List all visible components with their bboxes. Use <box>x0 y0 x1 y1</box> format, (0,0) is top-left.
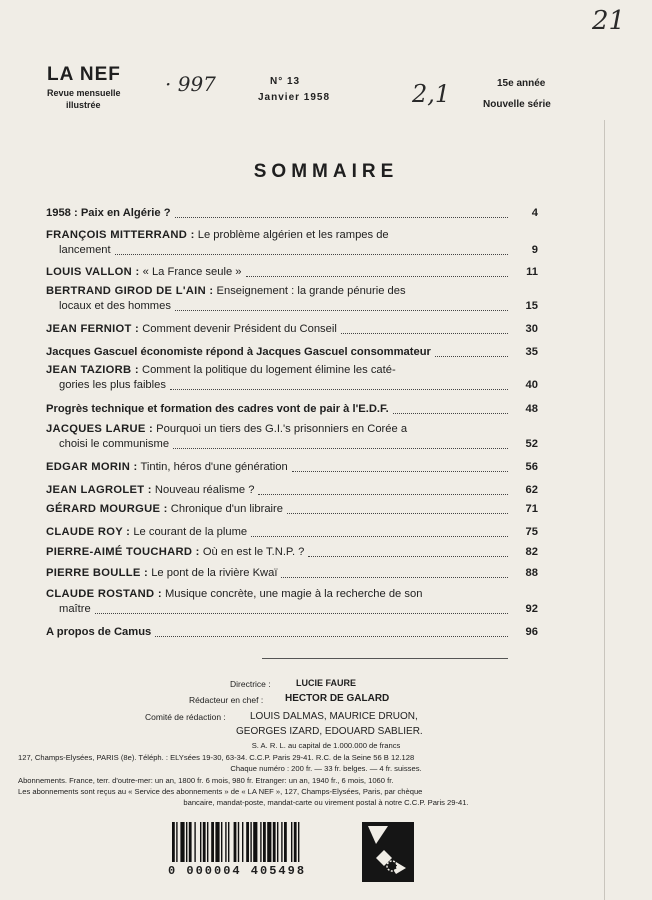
publication-series: Nouvelle série <box>483 99 551 110</box>
toc-entry <box>46 402 538 417</box>
barcode-bar <box>180 822 184 862</box>
toc-author: JEAN FERNIOT : <box>46 323 140 335</box>
toc-entry <box>46 502 538 517</box>
subscription-info-3: bancaire, mandat-poste, mandat-carte ou virement postal à notre C.C.P. Paris 29-41. <box>183 798 469 807</box>
barcode-bar <box>172 822 175 862</box>
barcode-bar <box>294 822 297 862</box>
toc-author: FRANÇOIS MITTERRAND : <box>46 229 195 241</box>
editor-name: HECTOR DE GALARD <box>285 693 390 704</box>
barcode-bar <box>238 822 239 862</box>
toc-title: 1958 : Paix en Algérie ? <box>46 207 171 219</box>
toc-entry <box>46 625 538 640</box>
director-label: Directrice : <box>230 679 271 689</box>
toc-title: A propos de Camus <box>46 626 152 638</box>
toc-page-number: 9 <box>531 244 538 256</box>
toc-leader-dots <box>393 413 508 414</box>
toc-title: Comment la politique du logement élimine les caté- <box>141 364 396 376</box>
toc-page-number: 48 <box>525 403 538 415</box>
toc-title-continued: maître <box>59 603 91 615</box>
toc-author: PIERRE BOULLE : <box>46 567 149 579</box>
toc-entry <box>46 483 538 498</box>
barcode-bar <box>253 822 257 862</box>
toc-leader-dots <box>281 577 508 578</box>
toc-page-number: 88 <box>525 567 538 579</box>
toc-leader-dots <box>435 356 508 357</box>
barcode-bar <box>234 822 237 862</box>
toc-title: Comment devenir Président du Conseil <box>142 323 337 335</box>
handwritten-shelf-number: · 997 <box>165 72 216 96</box>
toc-author: LOUIS VALLON : <box>46 266 140 278</box>
toc-author: CLAUDE ROSTAND : <box>46 588 162 600</box>
toc-title: « La France seule » <box>142 266 242 278</box>
toc-title: Enseignement : la grande pénurie des <box>216 285 406 297</box>
toc-entry <box>46 265 538 280</box>
toc-entry <box>46 587 538 617</box>
magazine-title: LA NEF <box>47 64 121 85</box>
barcode-bar <box>194 822 195 862</box>
toc-title-continued: locaux et des hommes <box>59 300 171 312</box>
issue-number: N° 13 <box>270 76 301 87</box>
toc-page-number: 56 <box>525 461 538 473</box>
address-info: 127, Champs-Elysées, PARIS (8e). Téléph. : ELYsées 19-30, 63-34. C.C.P. Paris 29-41. R.C. de la Seine 56 B 12.128 <box>18 753 415 762</box>
barcode-bar <box>242 822 243 862</box>
barcode-bar <box>263 822 266 862</box>
editor-label: Rédacteur en chef : <box>189 695 264 705</box>
barcode-bar <box>186 822 187 862</box>
toc-title-continued: choisi le communisme <box>59 438 170 450</box>
toc-leader-dots <box>173 448 508 449</box>
toc-page-number: 35 <box>525 346 538 358</box>
toc-page-number: 11 <box>526 266 538 278</box>
magazine-subtitle-2: illustrée <box>66 100 101 110</box>
committee-label: Comité de rédaction : <box>145 712 226 722</box>
barcode-bar <box>277 822 278 862</box>
toc-author: BERTRAND GIROD DE L'AIN : <box>46 285 214 297</box>
director-name: LUCIE FAURE <box>296 678 357 688</box>
barcode-bar <box>228 822 229 862</box>
barcode-bar <box>267 822 271 862</box>
barcode-bar <box>225 822 226 862</box>
toc-title: Progrès technique et formation des cadres vont de pair à l'E.D.F. <box>46 403 389 415</box>
toc-leader-dots <box>251 536 508 537</box>
toc-title: Nouveau réalisme ? <box>154 484 255 496</box>
toc-entry <box>46 284 538 314</box>
toc-leader-dots <box>308 556 508 557</box>
barcode <box>172 822 350 868</box>
toc-title: Le problème algérien et les rampes de <box>197 229 389 241</box>
toc-title: Où en est le T.N.P. ? <box>202 546 305 558</box>
barcode-digits: 0 000004 405498 <box>168 864 307 878</box>
toc-title: Le pont de la rivière Kwaï <box>151 567 278 579</box>
toc-title-continued: gories les plus faibles <box>59 379 166 391</box>
toc-leader-dots <box>258 494 508 495</box>
company-info: S. A. R. L. au capital de 1.000.000 de francs <box>251 741 401 750</box>
toc-entry <box>46 345 538 360</box>
toc-page-number: 40 <box>525 379 538 391</box>
toc-title: Jacques Gascuel économiste répond à Jacques Gascuel consommateur <box>46 346 431 358</box>
toc-entry <box>46 566 538 581</box>
toc-leader-dots <box>175 310 508 311</box>
toc-leader-dots <box>170 389 508 390</box>
toc-entry <box>46 460 538 475</box>
library-logo <box>362 822 414 882</box>
toc-author: CLAUDE ROY : <box>46 526 131 538</box>
committee-line-2: GEORGES IZARD, EDOUARD SABLIER. <box>236 726 423 737</box>
separator-line <box>262 658 508 659</box>
barcode-bar <box>221 822 222 862</box>
barcode-bar <box>284 822 287 862</box>
toc-author: JACQUES LARUE : <box>46 423 154 435</box>
toc-page-number: 82 <box>525 546 538 558</box>
handwritten-annotation-middle: 2,1 <box>412 80 451 108</box>
toc-author: PIERRE-AIMÉ TOUCHARD : <box>46 546 200 558</box>
toc-title: Pourquoi un tiers des G.I.'s prisonniers en Corée a <box>156 423 408 435</box>
barcode-bar <box>298 822 299 862</box>
barcode-bar <box>203 822 206 862</box>
toc-title: Le courant de la plume <box>133 526 248 538</box>
barcode-bar <box>281 822 282 862</box>
page-fold-line <box>604 120 605 900</box>
barcode-bar <box>260 822 261 862</box>
toc-leader-dots <box>115 254 508 255</box>
toc-title-continued: lancement <box>59 244 111 256</box>
barcode-bar <box>176 822 177 862</box>
toc-title: Chronique d'un libraire <box>170 503 283 515</box>
toc-leader-dots <box>341 333 508 334</box>
toc-page-number: 52 <box>525 438 538 450</box>
barcode-bar <box>189 822 192 862</box>
toc-page-number: 96 <box>525 626 538 638</box>
toc-entry <box>46 322 538 337</box>
barcode-bar <box>291 822 292 862</box>
toc-entry <box>46 422 538 452</box>
toc-leader-dots <box>292 471 508 472</box>
sommaire-heading: SOMMAIRE <box>253 161 399 182</box>
toc-entry <box>46 206 538 221</box>
toc-leader-dots <box>155 636 508 637</box>
barcode-bar <box>207 822 208 862</box>
magazine-subtitle: Revue mensuelle <box>47 88 121 98</box>
toc-page-number: 30 <box>525 323 538 335</box>
barcode-bar <box>200 822 201 862</box>
toc-page-number: 4 <box>531 207 538 219</box>
issue-date: Janvier 1958 <box>258 92 331 103</box>
toc-author: JEAN TAZIORB : <box>46 364 139 376</box>
toc-author: EDGAR MORIN : <box>46 461 138 473</box>
toc-author: JEAN LAGROLET : <box>46 484 152 496</box>
toc-entry <box>46 363 538 393</box>
toc-page-number: 15 <box>525 300 538 312</box>
toc-author: GÉRARD MOURGUE : <box>46 503 168 515</box>
subscription-info-1: Abonnements. France, terr. d'outre-mer: un an, 1800 fr. 6 mois, 980 fr. Etranger: un an, 1940 fr., 6 mois, 1060 fr. <box>18 776 394 785</box>
price-info: Chaque numéro : 200 fr. — 33 fr. belges. — 4 fr. suisses. <box>230 764 422 773</box>
toc-leader-dots <box>95 613 508 614</box>
toc-page-number: 71 <box>525 503 538 515</box>
toc-entry <box>46 525 538 540</box>
handwritten-annotation-top: 21 <box>592 6 626 36</box>
toc-leader-dots <box>175 217 508 218</box>
toc-leader-dots <box>246 276 509 277</box>
publication-year: 15e année <box>497 78 546 89</box>
barcode-bar <box>215 822 219 862</box>
toc-title: Musique concrète, une magie à la recherche de son <box>164 588 423 600</box>
committee-line-1: LOUIS DALMAS, MAURICE DRUON, <box>250 711 418 722</box>
barcode-bar <box>246 822 249 862</box>
toc-entry <box>46 545 538 560</box>
subscription-info-2: Les abonnements sont reçus au « Service des abonnements » de « LA NEF », 127, Champs-Elysées, Paris, par chèque <box>18 787 423 796</box>
toc-page-number: 75 <box>525 526 538 538</box>
toc-page-number: 92 <box>525 603 538 615</box>
toc-title: Tintin, héros d'une génération <box>140 461 288 473</box>
library-logo-icon <box>362 822 414 882</box>
toc-entry <box>46 228 538 258</box>
barcode-bar <box>250 822 251 862</box>
barcode-bar <box>211 822 214 862</box>
toc-page-number: 62 <box>525 484 538 496</box>
barcode-bar <box>273 822 276 862</box>
toc-leader-dots <box>287 513 508 514</box>
